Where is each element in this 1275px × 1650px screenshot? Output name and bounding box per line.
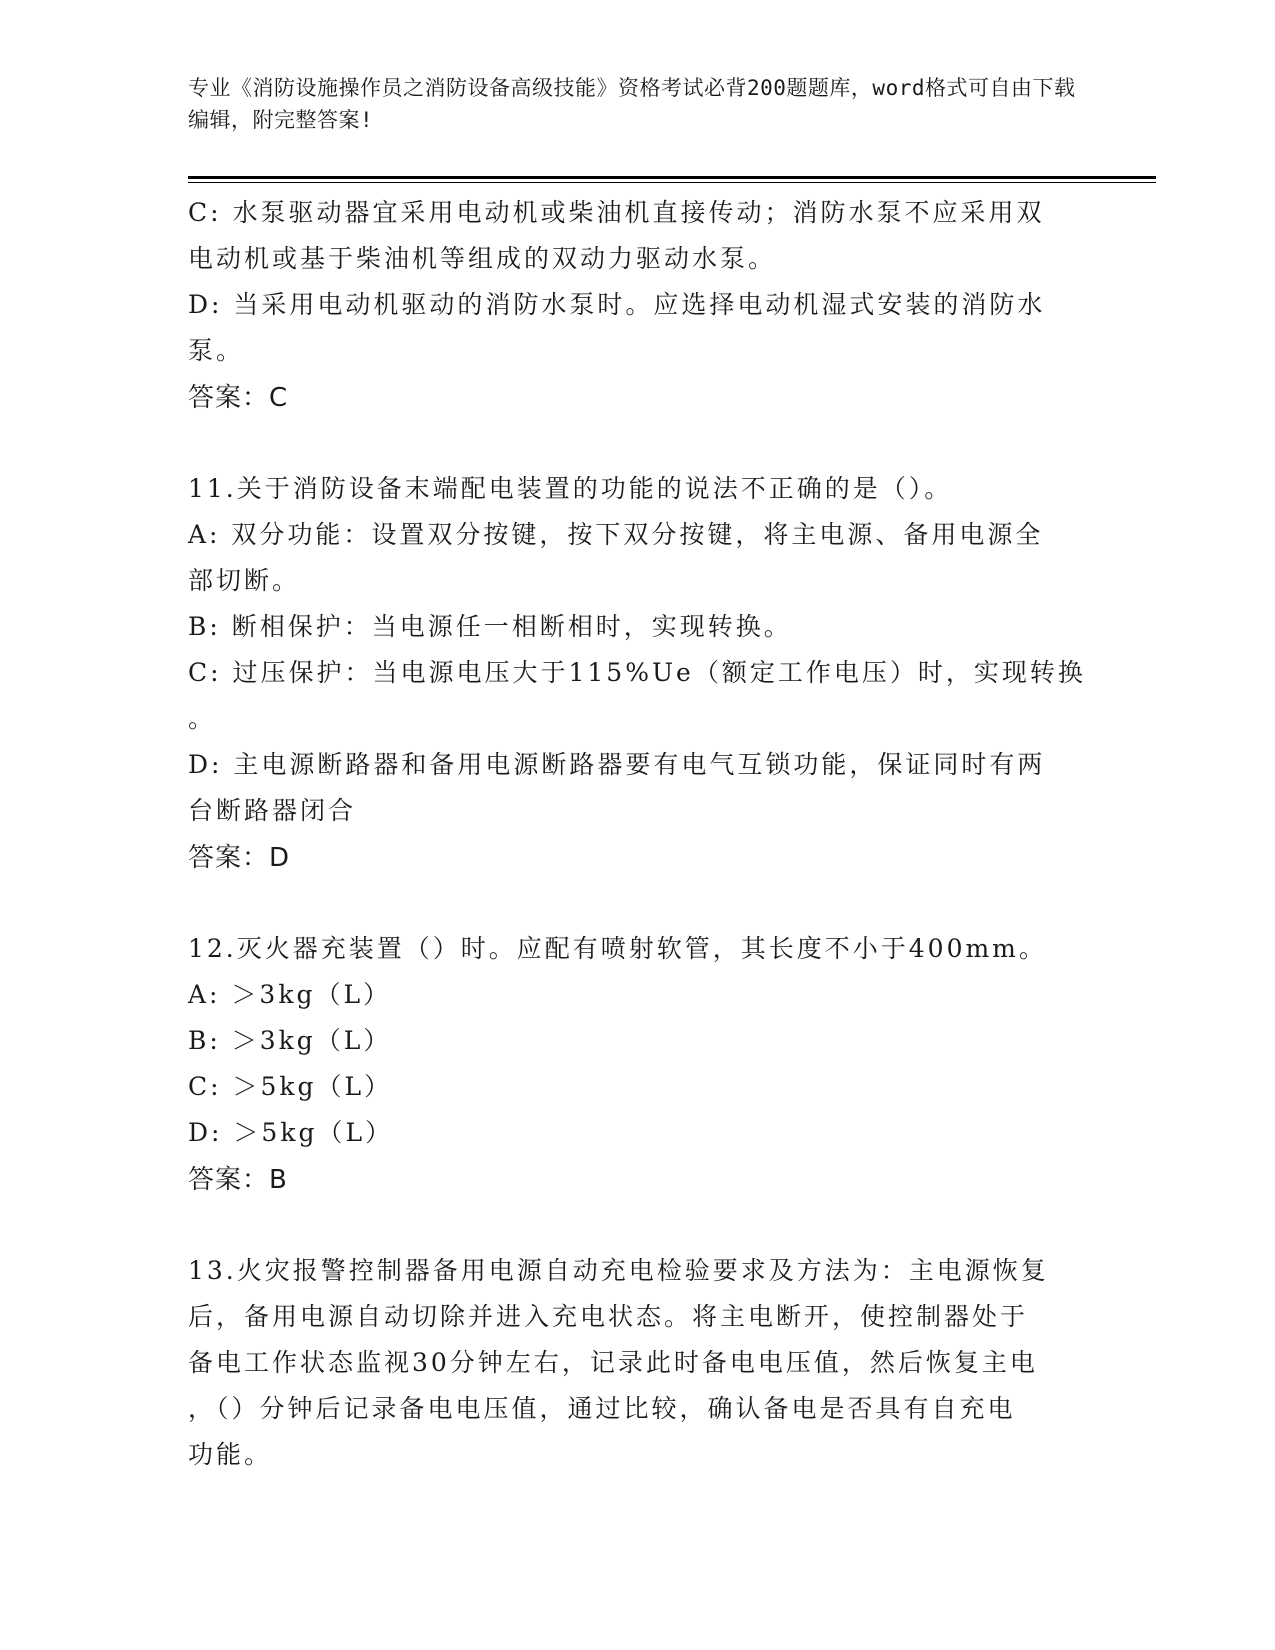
q11-option-c-line2: 。	[188, 704, 217, 733]
q11-option-c-line1: C: 过压保护：当电源电压大于115%Ue（额定工作电压）时，实现转换	[188, 658, 1086, 687]
spacer	[188, 422, 1088, 466]
q11-option-d-line2: 台断路器闭合	[188, 796, 357, 825]
q10-option-d-line2: 泵。	[188, 336, 245, 365]
q13-line5: 功能。	[188, 1440, 273, 1469]
q11-question: 11.关于消防设备末端配电装置的功能的说法不正确的是（）。	[188, 474, 953, 503]
q11-option-b: B: 断相保护：当电源任一相断相时，实现转换。	[188, 612, 792, 641]
q10-option-c-line1: C: 水泵驱动器宜采用电动机或柴油机直接传动；消防水泵不应采用双	[188, 198, 1045, 227]
header-rule-thin	[188, 182, 1156, 183]
question-12	[188, 926, 1088, 1204]
spacer	[188, 1204, 1088, 1248]
q11-option-a-line1: A: 双分功能：设置双分按键，按下双分按键，将主电源、备用电源全	[188, 520, 1044, 549]
q13-line4: ，（）分钟后记录备电电压值，通过比较，确认备电是否具有自充电	[188, 1394, 1016, 1423]
q11-option-a-line2: 部切断。	[188, 566, 301, 595]
q12-option-c: C: ＞5kg（L）	[188, 1072, 393, 1101]
q13-line3: 备电工作状态监视30分钟左右，记录此时备电电压值，然后恢复主电	[188, 1348, 1038, 1377]
question-11	[188, 466, 1088, 882]
q13-line2: 后，备用电源自动切除并进入充电状态。将主电断开，使控制器处于	[188, 1302, 1029, 1331]
spacer	[188, 882, 1088, 926]
document-header: 专业《消防设施操作员之消防设备高级技能》资格考试必背200题题库，word格式可自由下载编辑，附完整答案!	[188, 76, 1076, 132]
q12-option-d: D: ＞5kg（L）	[188, 1118, 394, 1147]
q12-option-b: B: ＞3kg（L）	[188, 1026, 392, 1055]
q12-question: 12.灭火器充装置（）时。应配有喷射软管，其长度不小于400mm。	[188, 934, 1047, 963]
header-rule-thick	[188, 176, 1156, 179]
q12-answer: 答案：B	[188, 1165, 288, 1195]
q13-line1: 13.火灾报警控制器备用电源自动充电检验要求及方法为：主电源恢复	[188, 1256, 1049, 1285]
question-10	[188, 190, 1088, 422]
q10-option-d-line1: D: 当采用电动机驱动的消防水泵时。应选择电动机湿式安装的消防水	[188, 290, 1046, 319]
question-13	[188, 1248, 1088, 1478]
q10-option-c-line2: 电动机或基于柴油机等组成的双动力驱动水泵。	[188, 244, 777, 273]
q11-answer: 答案：D	[188, 843, 291, 873]
q12-option-a: A: ＞3kg（L）	[188, 980, 392, 1009]
q10-answer: 答案：C	[188, 383, 289, 413]
q11-option-d-line1: D: 主电源断路器和备用电源断路器要有电气互锁功能，保证同时有两	[188, 750, 1046, 779]
document-body	[188, 190, 1088, 1478]
